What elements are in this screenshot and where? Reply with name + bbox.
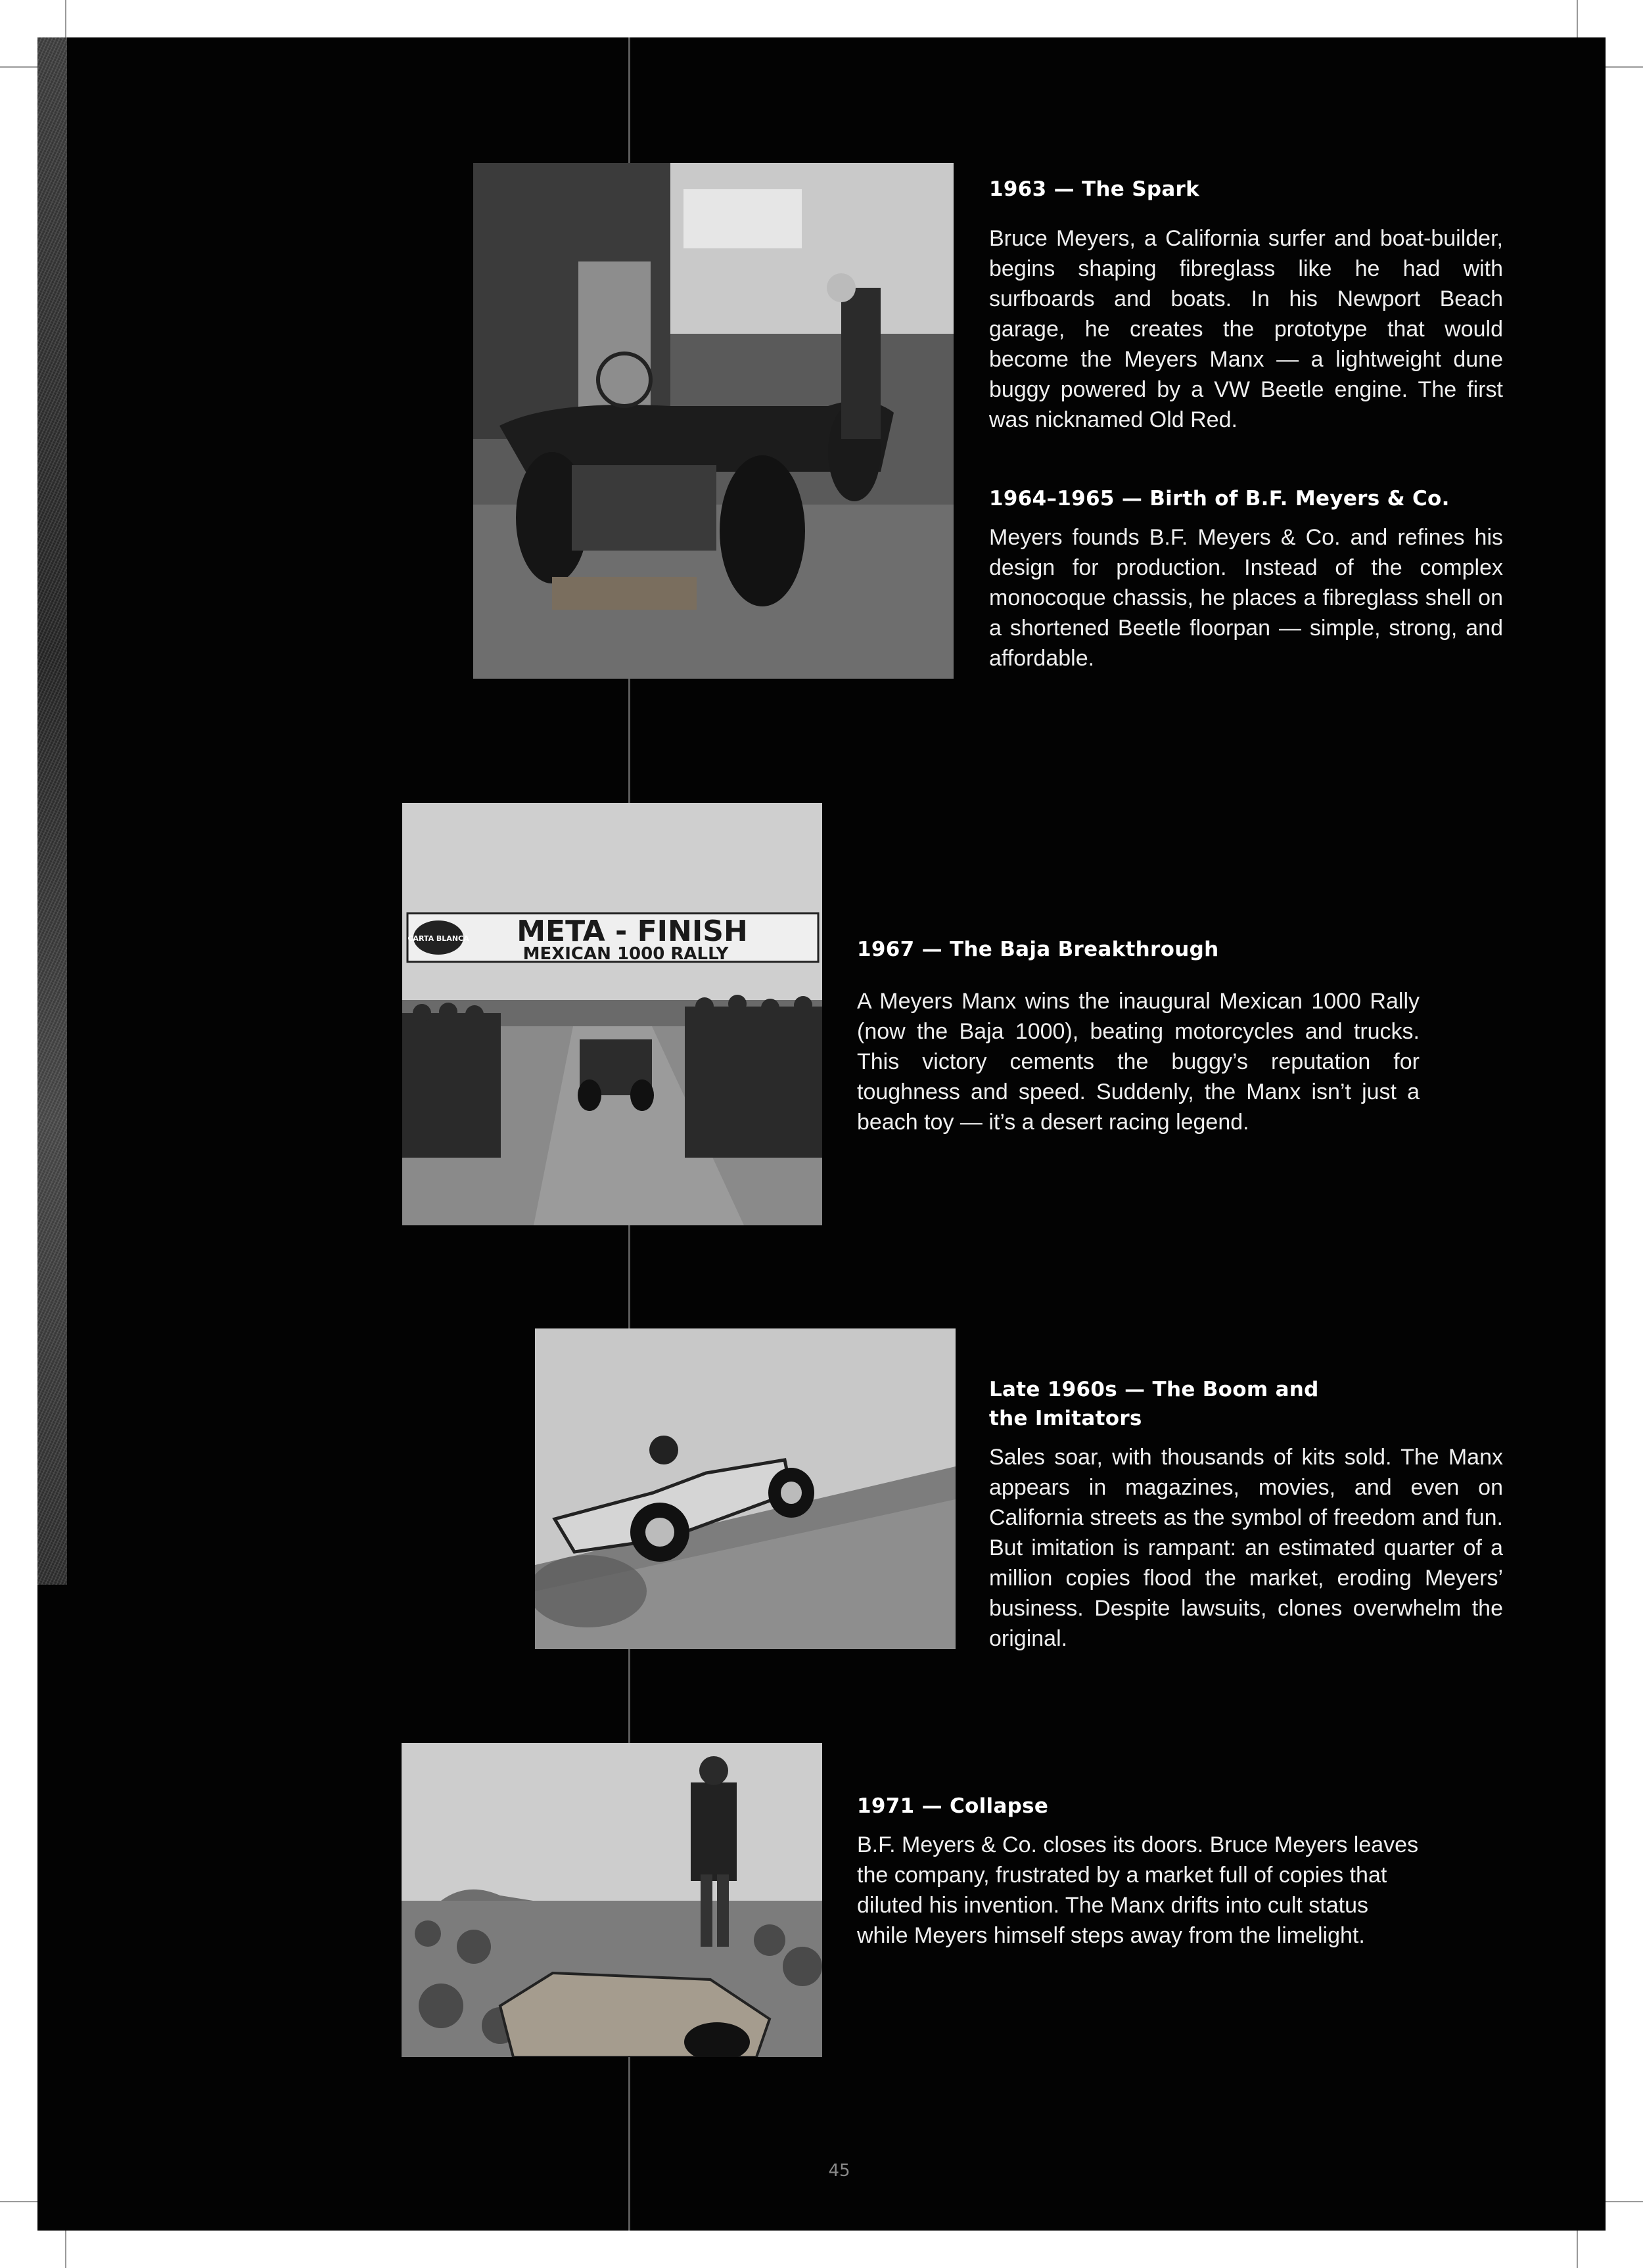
grain-texture-strip (37, 37, 67, 1585)
crop-mark (65, 2231, 66, 2268)
photo-garage-prototype (473, 163, 954, 679)
banner-line-2: MEXICAN 1000 RALLY (522, 944, 729, 964)
crop-mark (65, 0, 66, 37)
entry-body: A Meyers Manx wins the inaugural Mexican 1000 Rally (now the Baja 1000), beating motorcycles and trucks. This victory cements the buggy’s reputation for toughness and speed. Suddenly, the Manx isn’t just a beach toy — it’s a desert racing legend. (857, 989, 1420, 1135)
entry-body: B.F. Meyers & Co. closes its doors. Bruce Meyers leaves the company, frustrated by a market full of copies that diluted his invention. The Manx drifts into cult status while Meyers himself steps away from the limelight. (857, 1832, 1419, 1948)
banner-line-1: META - FINISH (517, 915, 748, 948)
timeline-entry-1971 (857, 1792, 1420, 1951)
entry-body: Sales soar, with thousands of kits sold. The Manx appears in magazines, movies, and even on California streets as the symbol of freedom and fun. But imitation is rampant: an estimated quarter of a million copies flood the market, eroding Meyers’ business. Despite lawsuits, clones overwhelm the original. (989, 1445, 1503, 1651)
timeline-entry-1967 (857, 935, 1420, 1137)
page (37, 37, 1606, 2231)
crop-mark (0, 2201, 37, 2202)
photo-buggy-on-dune (535, 1328, 956, 1649)
entry-heading: 1963 — The Spark (989, 177, 1200, 201)
timeline-entry-1964-1965 (989, 484, 1503, 673)
entry-heading: 1967 — The Baja Breakthrough (857, 938, 1219, 961)
timeline-entry-1963 (989, 175, 1503, 435)
entry-body: Bruce Meyers, a California surfer and boat-builder, begins shaping fibreglass like he had with surfboards and boats. In his Newport Beach garage, he creates the prototype that would become the Meyers Manx — a lightweight dune buggy powered by a VW Beetle engine. The first was nicknamed Old Red. (989, 226, 1503, 432)
crop-mark (1606, 2201, 1643, 2202)
photo-collapse-desert (402, 1743, 822, 2057)
crop-mark (0, 66, 37, 68)
entry-heading: Late 1960s — The Boom and the Imitators (989, 1378, 1319, 1430)
crop-mark (1577, 0, 1578, 37)
entry-body: Meyers founds B.F. Meyers & Co. and refines his design for production. Instead of the complex monocoque chassis, he places a fibreglass shell on a shortened Beetle floorpan — simple, strong, and affordable. (989, 525, 1503, 671)
page-number: 45 (828, 2161, 850, 2181)
crop-mark (1577, 2231, 1578, 2268)
entry-heading: 1964–1965 — Birth of B.F. Meyers & Co. (989, 487, 1450, 510)
crop-mark (1606, 66, 1643, 68)
photo-baja-finish-line (402, 803, 822, 1225)
banner-logo-text: CARTA BLANCA (407, 934, 469, 943)
entry-heading: 1971 — Collapse (857, 1794, 1049, 1818)
timeline-entry-late-1960s (989, 1375, 1503, 1654)
